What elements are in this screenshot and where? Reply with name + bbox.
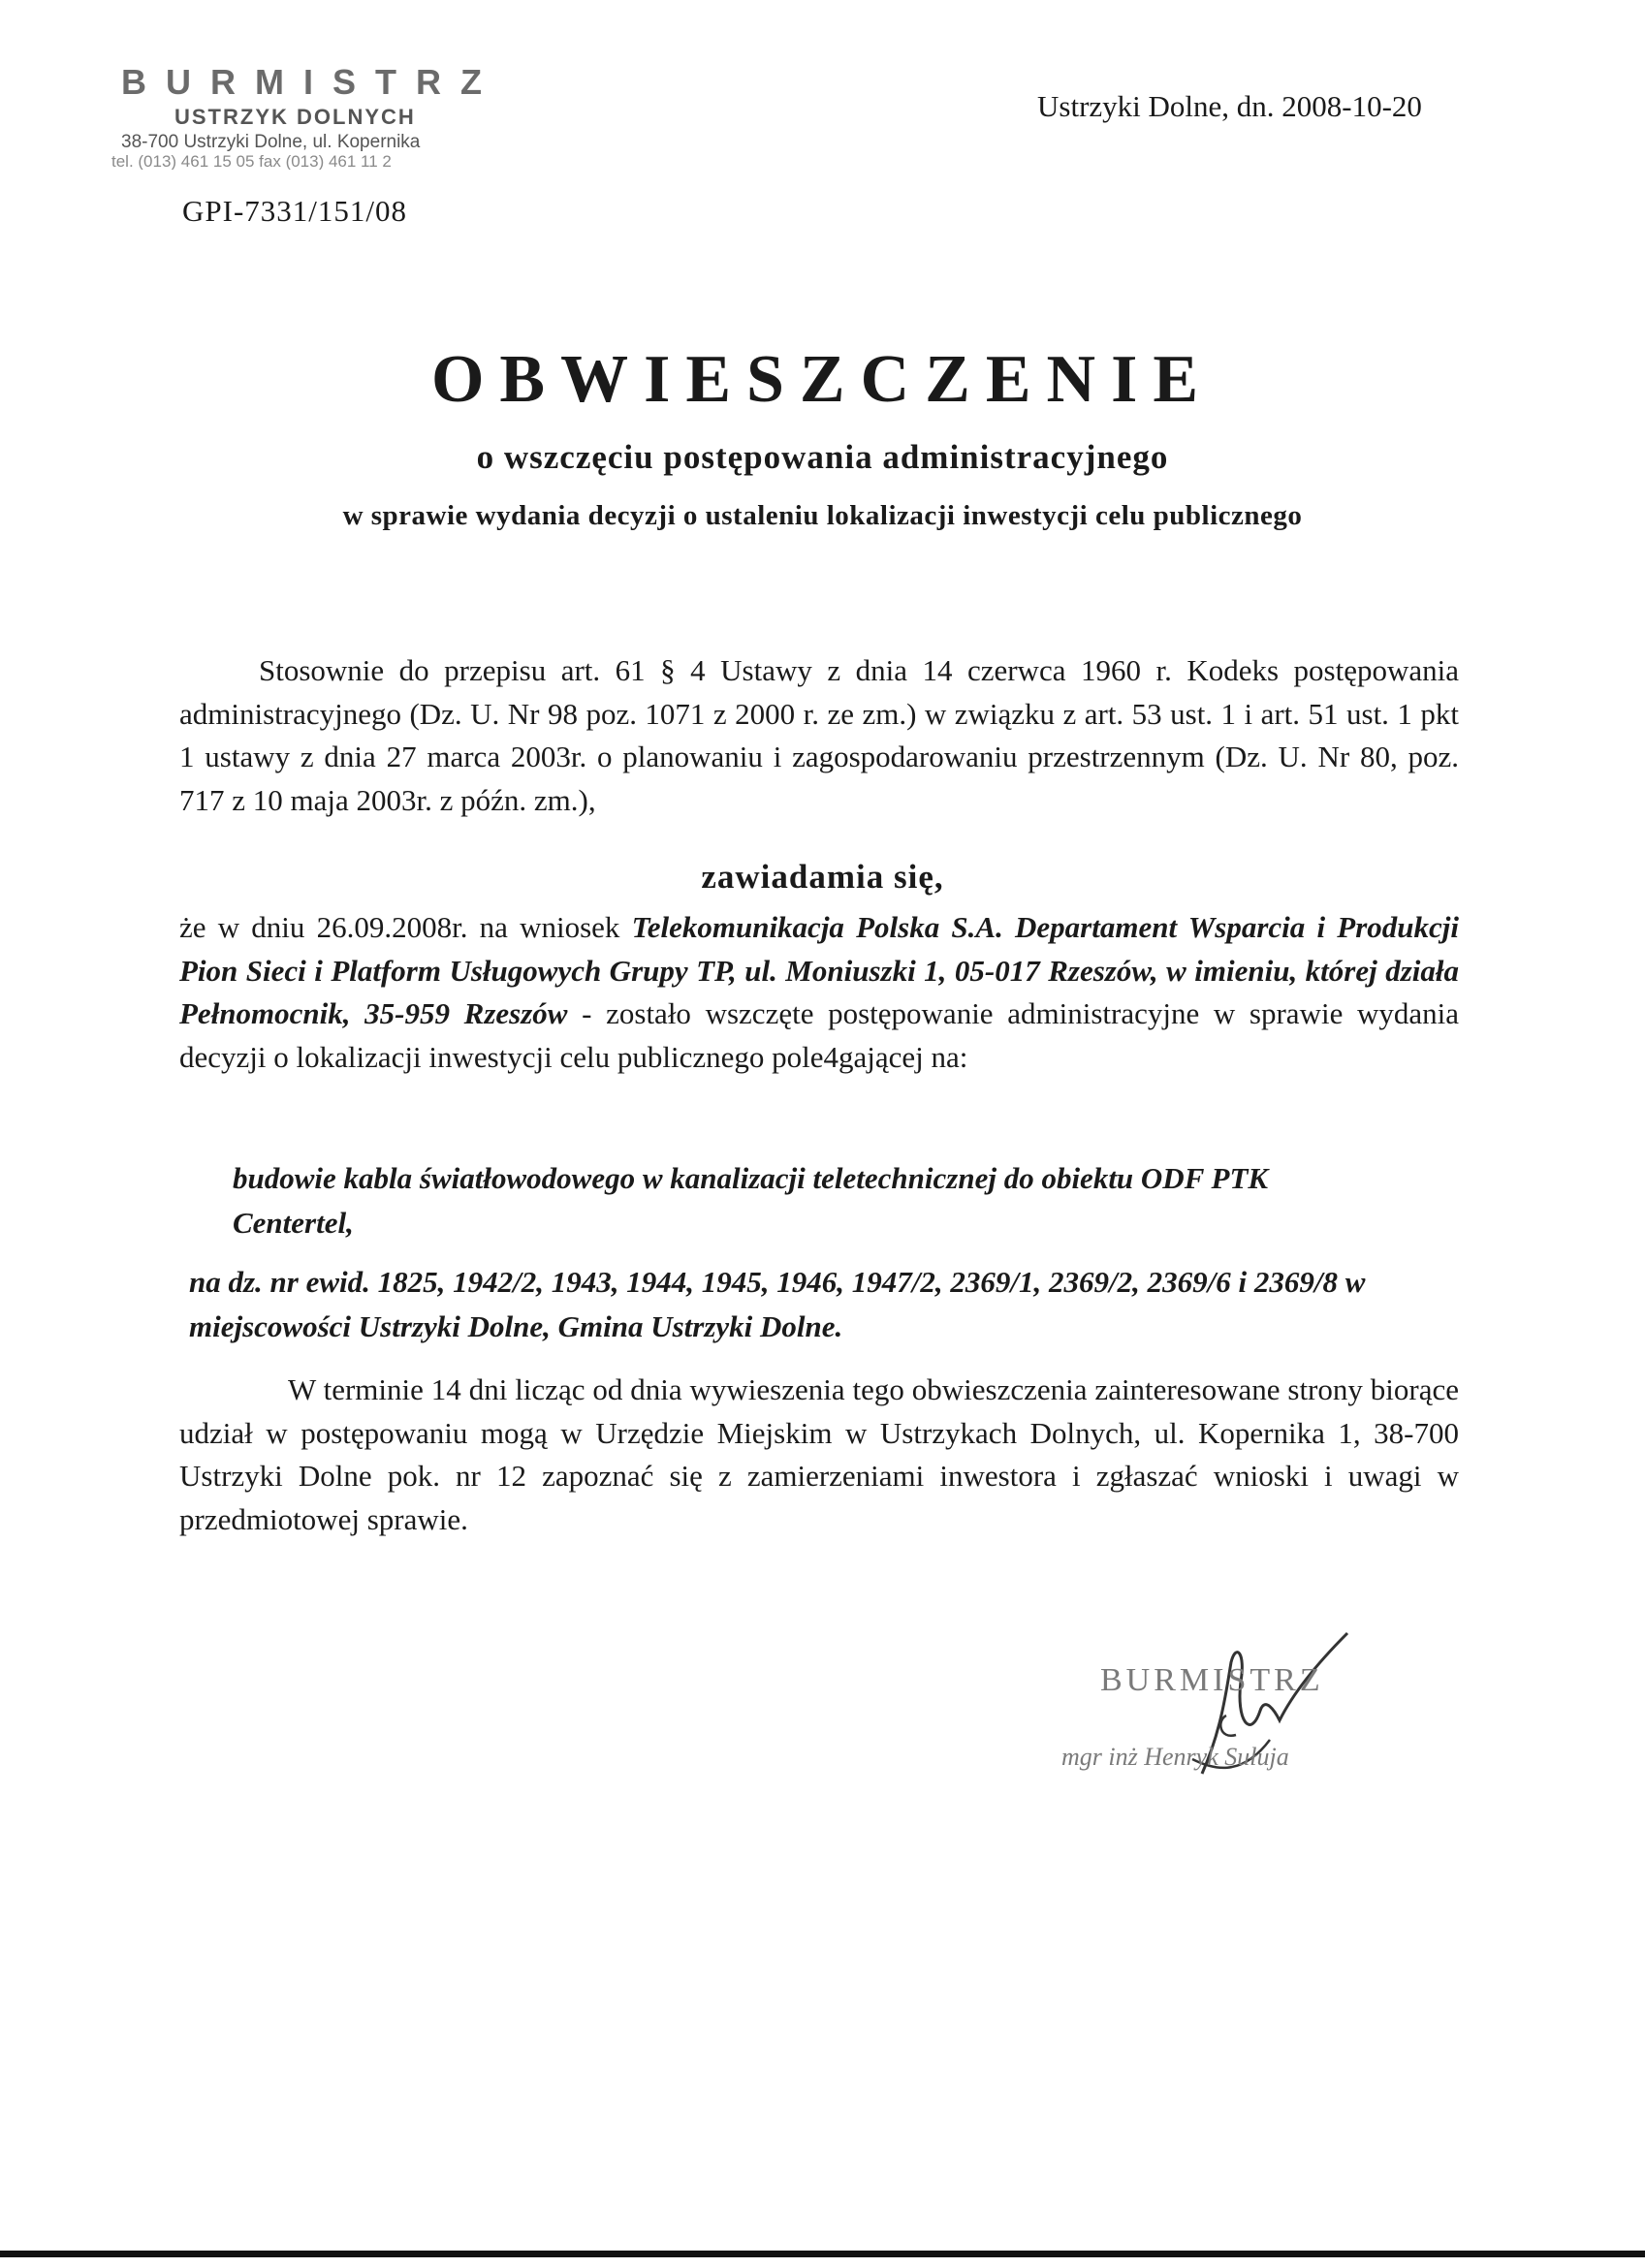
document-title: OBWIESZCZENIE — [430, 342, 1215, 417]
legal-basis-paragraph: Stosownie do przepisu art. 61 § 4 Ustawy z dnia 14 czerwca 1960 r. Kodeks postępowania administracyjnego (Dz. U. Nr 98 poz. 1071 z 2000 r. ze zm.) w związku z art. 53 ust. 1 i art. 51 ust. 1 pkt 1 ustawy z dnia 27 marca 2003r. o planowaniu i zagospodarowaniu przestrzennym (Dz. U. Nr 80, poz. 717 z 10 maja 2003r. z późn. zm.), — [179, 653, 1459, 817]
applicant-name: Telekomunikacja Polska S.A. Departament Wsparcia i Produkcji Pion Sieci i Platform Usługowych Grupy TP, ul. Moniuszki 1, 05-017 Rzeszów, w imieniu, której działa Pełnomocnik, 35-959 Rzeszów — [179, 910, 1459, 1030]
page-bottom-border — [0, 2251, 1645, 2257]
deadline-paragraph: W terminie 14 dni licząc od dnia wywieszenia tego obwieszczenia zainteresowane strony biorące udział w postępowaniu mogą w Urzędzie Miejskim w Ustrzykach Dolnych, ul. Kopernika 1, 38-700 Ustrzyki Dolne pok. nr 12 zapoznać się z zamierzeniami inwestora i zgłaszać wnioski i uwagi w przedmiotowej sprawie. — [179, 1372, 1459, 1536]
stamp-phone: tel. (013) 461 15 05 fax (013) 461 11 2 — [111, 152, 392, 170]
signatory-name: mgr inż Henryk Sułuja — [1061, 1743, 1289, 1771]
office-stamp — [111, 62, 538, 170]
signature-label: BURMISTRZ — [1100, 1662, 1324, 1698]
subtitle-2: w sprawie wydania decyzji o ustaleniu lokalizacji inwestycji celu publicznego — [342, 500, 1303, 531]
announcement-heading: zawiadamia się, — [701, 858, 944, 896]
proceedings-paragraph — [179, 906, 1459, 1079]
proceedings-tail: - zostało wszczęte postępowanie administracyjne w sprawie wydania decyzji o lokalizacji inwestycji celu publicznego pole4gającej na: — [179, 996, 1460, 1074]
investment-description: budowie kabla światłowodowego w kanalizacji teletechnicznej do obiektu ODF PTK Centertel, — [233, 1161, 1269, 1240]
plot-list: na dz. nr ewid. 1825, 1942/2, 1943, 1944, 1945, 1946, 1947/2, 2369/1, 2369/2, 2369/6 i 2369/8 w miejscowości Ustrzyki Dolne, Gmina Ustrzyki Dolne. — [189, 1265, 1366, 1343]
stamp-address: 38-700 Ustrzyki Dolne, ul. Kopernika — [121, 132, 421, 152]
date-line: Ustrzyki Dolne, dn. 2008-10-20 — [1037, 89, 1422, 123]
subtitle-1: o wszczęciu postępowania administracyjnego — [476, 438, 1169, 476]
stamp-title: BURMISTRZ — [121, 62, 501, 102]
handwritten-signature — [1057, 1623, 1406, 1817]
reference-number: GPI-7331/151/08 — [182, 194, 407, 228]
stamp-org: USTRZYK DOLNYCH — [174, 105, 416, 129]
proceedings-lead: że w dniu 26.09.2008r. na wniosek — [179, 910, 632, 944]
